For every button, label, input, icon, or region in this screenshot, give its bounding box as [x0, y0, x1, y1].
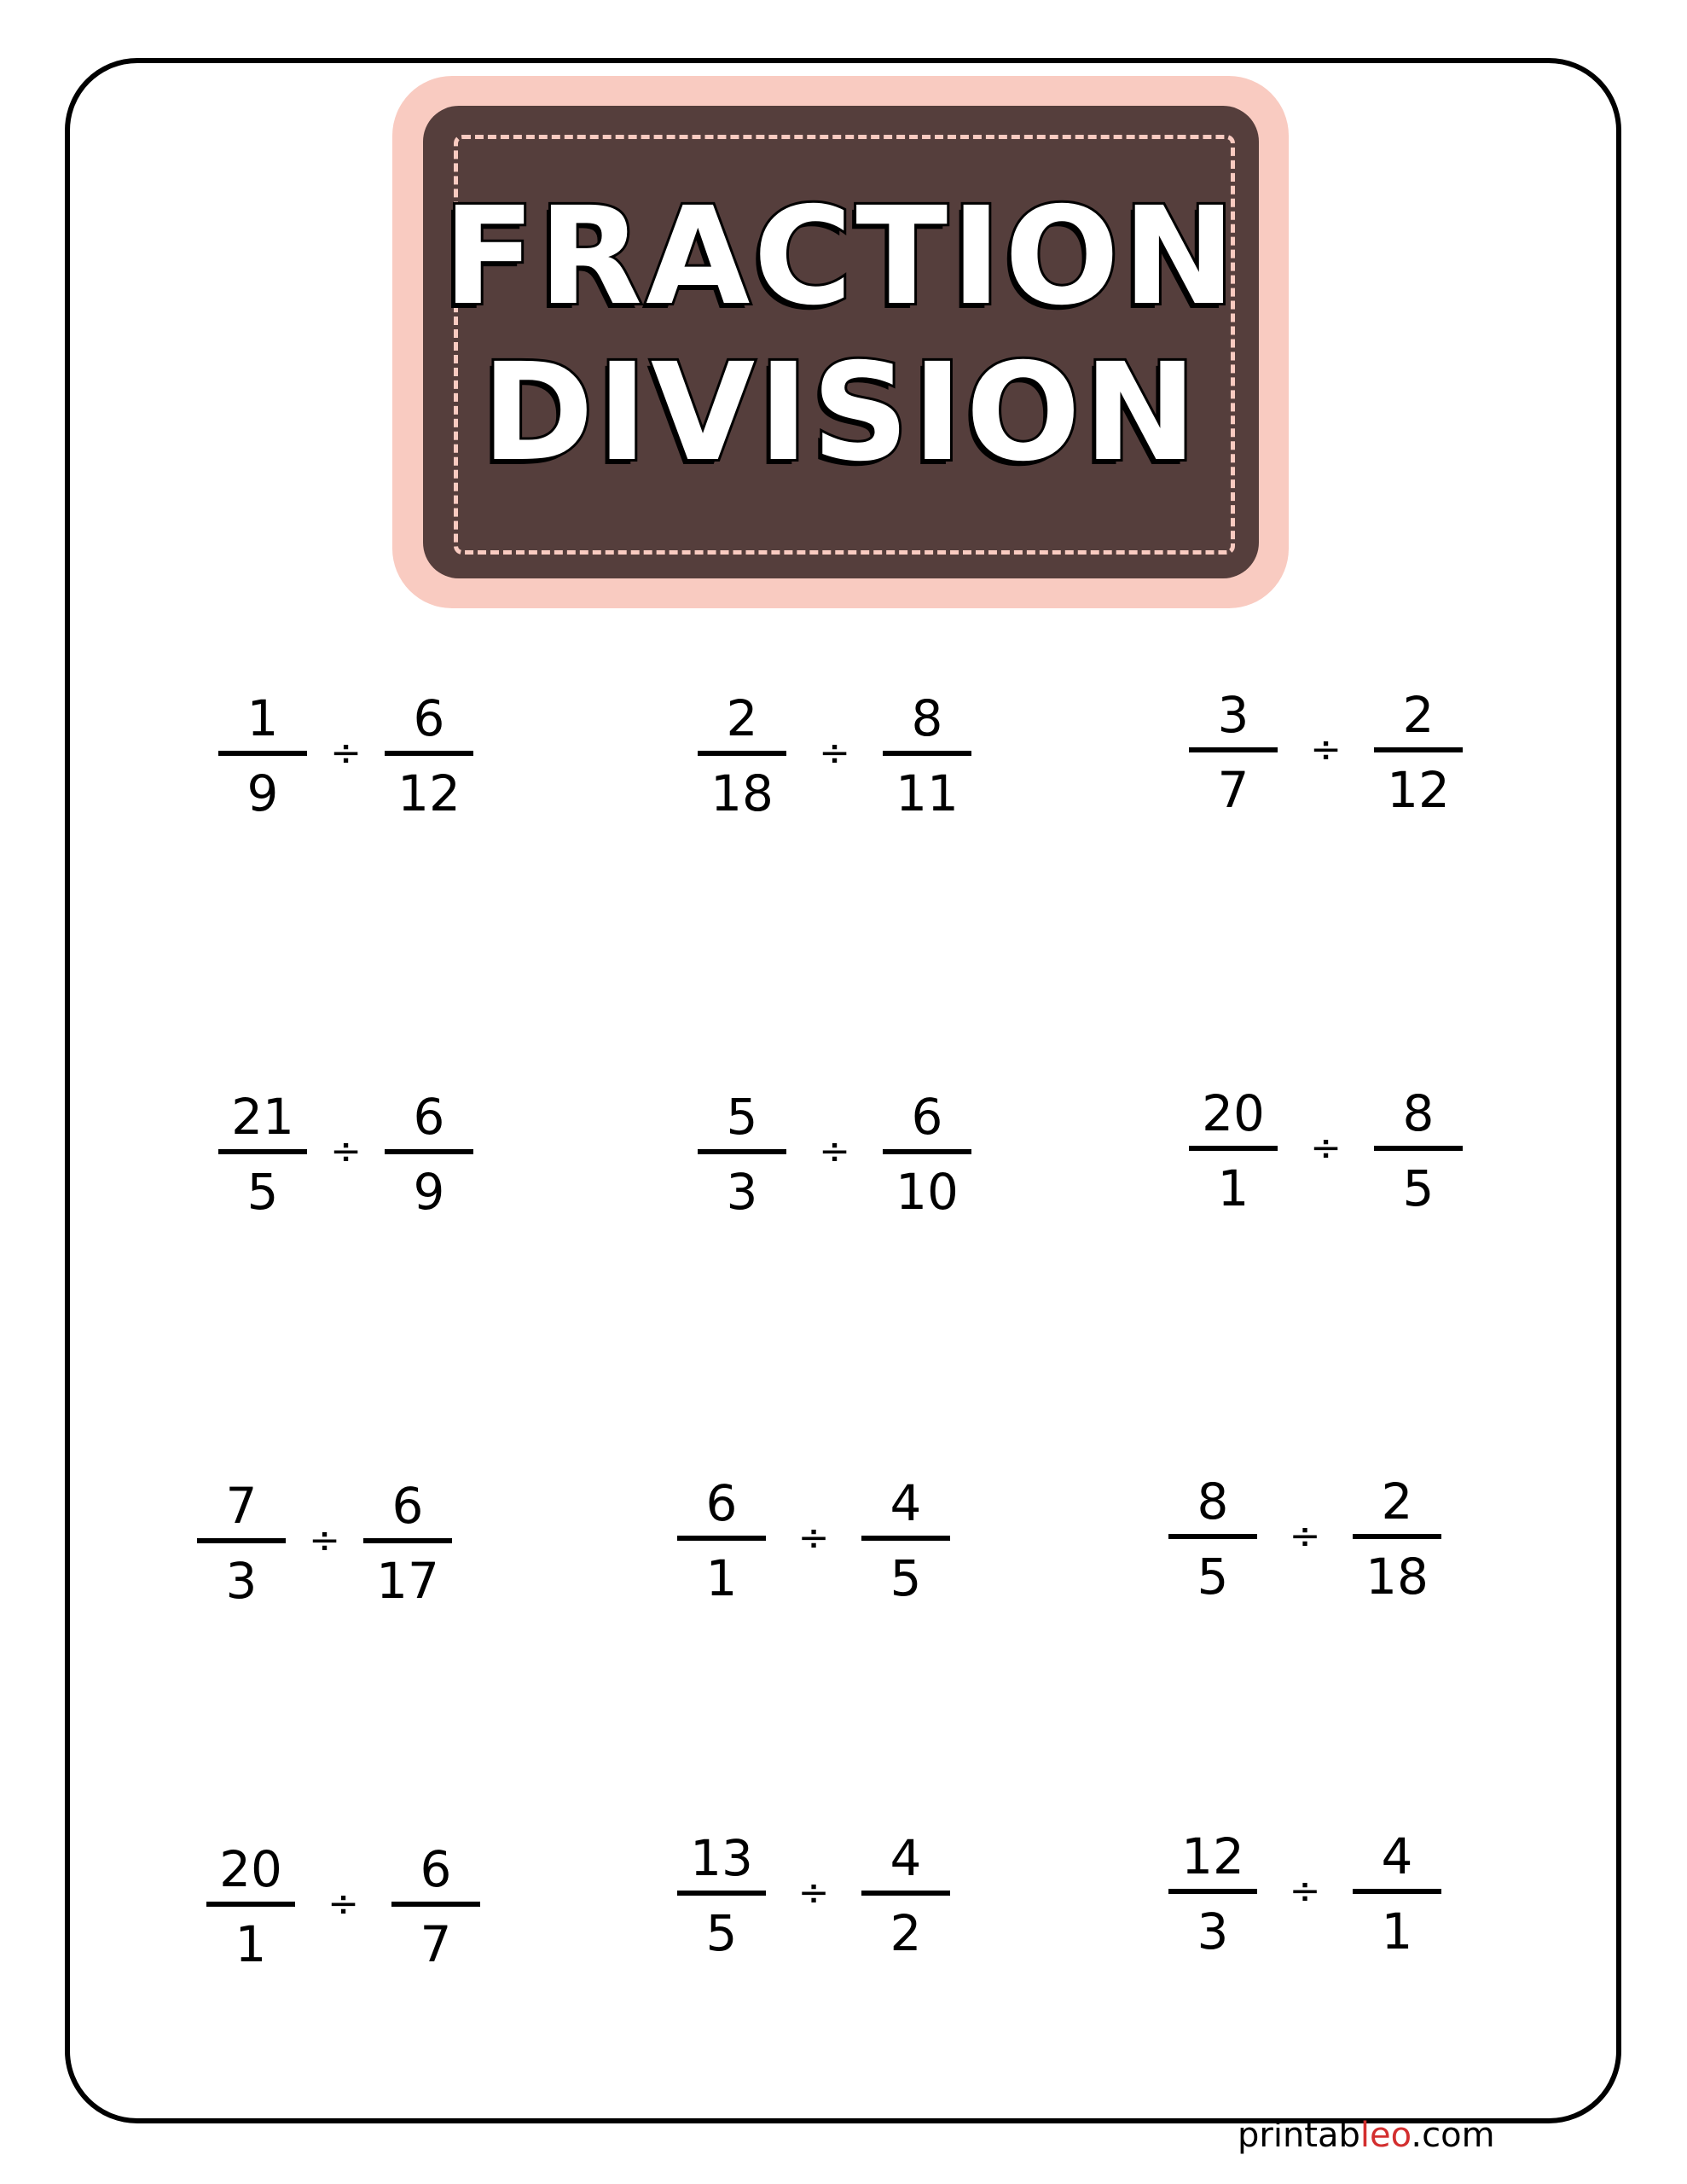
divide-sign: ÷ [797, 1871, 830, 1914]
footer-brand [1238, 2116, 1495, 2155]
denominator: 7 [1217, 761, 1249, 819]
numerator: 6 [420, 1840, 452, 1898]
fraction-bar [698, 751, 786, 756]
denominator: 5 [1197, 1548, 1229, 1606]
numerator: 2 [726, 689, 758, 747]
numerator: 2 [1402, 686, 1435, 744]
denominator: 1 [235, 1915, 267, 1973]
fraction-bar [1189, 1146, 1278, 1151]
title-line-2: DIVISION [481, 334, 1201, 491]
denominator: 11 [896, 764, 959, 822]
divide-sign: ÷ [819, 731, 850, 775]
numerator: 21 [231, 1088, 294, 1146]
denominator: 5 [705, 1904, 738, 1962]
fraction-bar [385, 751, 473, 756]
denominator: 18 [1365, 1548, 1429, 1606]
numerator: 4 [890, 1829, 922, 1887]
fraction-bar [218, 1149, 307, 1154]
fraction-bar [861, 1536, 950, 1541]
denominator: 3 [1197, 1902, 1229, 1960]
numerator: 6 [413, 1088, 445, 1146]
divide-sign: ÷ [330, 1130, 362, 1173]
divide-sign: ÷ [1289, 1514, 1321, 1558]
denominator: 12 [397, 764, 461, 822]
numerator: 20 [219, 1840, 282, 1898]
denominator: 5 [890, 1549, 922, 1607]
denominator: 10 [896, 1163, 959, 1221]
numerator: 7 [225, 1477, 258, 1535]
denominator: 17 [376, 1552, 439, 1610]
fraction-bar [206, 1902, 295, 1907]
numerator: 4 [890, 1474, 922, 1532]
denominator: 9 [413, 1163, 445, 1221]
numerator: 12 [1181, 1827, 1244, 1885]
fraction-bar [218, 751, 307, 756]
denominator: 1 [1217, 1159, 1249, 1217]
fraction-bar [391, 1902, 480, 1907]
fraction-bar [1353, 1534, 1441, 1539]
denominator: 3 [726, 1163, 758, 1221]
denominator: 5 [1402, 1159, 1435, 1217]
divide-sign: ÷ [819, 1130, 850, 1173]
numerator: 6 [413, 689, 445, 747]
divide-sign: ÷ [330, 731, 362, 775]
numerator: 8 [911, 689, 943, 747]
divide-sign: ÷ [1289, 1869, 1321, 1913]
numerator: 3 [1217, 686, 1249, 744]
denominator: 3 [225, 1552, 258, 1610]
numerator: 4 [1381, 1827, 1413, 1885]
fraction-bar [883, 1149, 971, 1154]
fraction-bar [861, 1891, 950, 1896]
denominator: 7 [420, 1915, 452, 1973]
fraction-bar [1353, 1889, 1441, 1894]
numerator: 6 [705, 1474, 738, 1532]
numerator: 8 [1402, 1084, 1435, 1142]
numerator: 6 [391, 1477, 424, 1535]
numerator: 13 [690, 1829, 753, 1887]
footer-brand-part: .com [1411, 2116, 1495, 2155]
fraction-bar [677, 1536, 766, 1541]
fraction-bar [385, 1149, 473, 1154]
denominator: 1 [705, 1549, 738, 1607]
fraction-bar [363, 1538, 452, 1543]
divide-sign: ÷ [1310, 1126, 1342, 1170]
divide-sign: ÷ [328, 1882, 359, 1926]
numerator: 20 [1202, 1084, 1265, 1142]
fraction-bar [698, 1149, 786, 1154]
fraction-bar [1168, 1534, 1257, 1539]
title-line-1: FRACTION [443, 178, 1239, 335]
denominator: 5 [246, 1163, 279, 1221]
fraction-bar [1189, 747, 1278, 752]
denominator: 2 [890, 1904, 922, 1962]
fraction-bar [1374, 747, 1463, 752]
numerator: 8 [1197, 1472, 1229, 1531]
fraction-bar [197, 1538, 286, 1543]
denominator: 1 [1381, 1902, 1413, 1960]
fraction-bar [883, 751, 971, 756]
fraction-bar [1374, 1146, 1463, 1151]
divide-sign: ÷ [309, 1519, 340, 1562]
numerator: 1 [246, 689, 279, 747]
fraction-bar [677, 1891, 766, 1896]
fraction-bar [1168, 1889, 1257, 1894]
numerator: 2 [1381, 1472, 1413, 1531]
denominator: 18 [710, 764, 774, 822]
numerator: 6 [911, 1088, 943, 1146]
divide-sign: ÷ [797, 1516, 830, 1560]
footer-brand-part: printab [1238, 2116, 1360, 2155]
footer-brand-highlight: leo [1359, 2116, 1412, 2155]
divide-sign: ÷ [1310, 728, 1342, 771]
denominator: 9 [246, 764, 279, 822]
denominator: 12 [1387, 761, 1450, 819]
numerator: 5 [726, 1088, 758, 1146]
